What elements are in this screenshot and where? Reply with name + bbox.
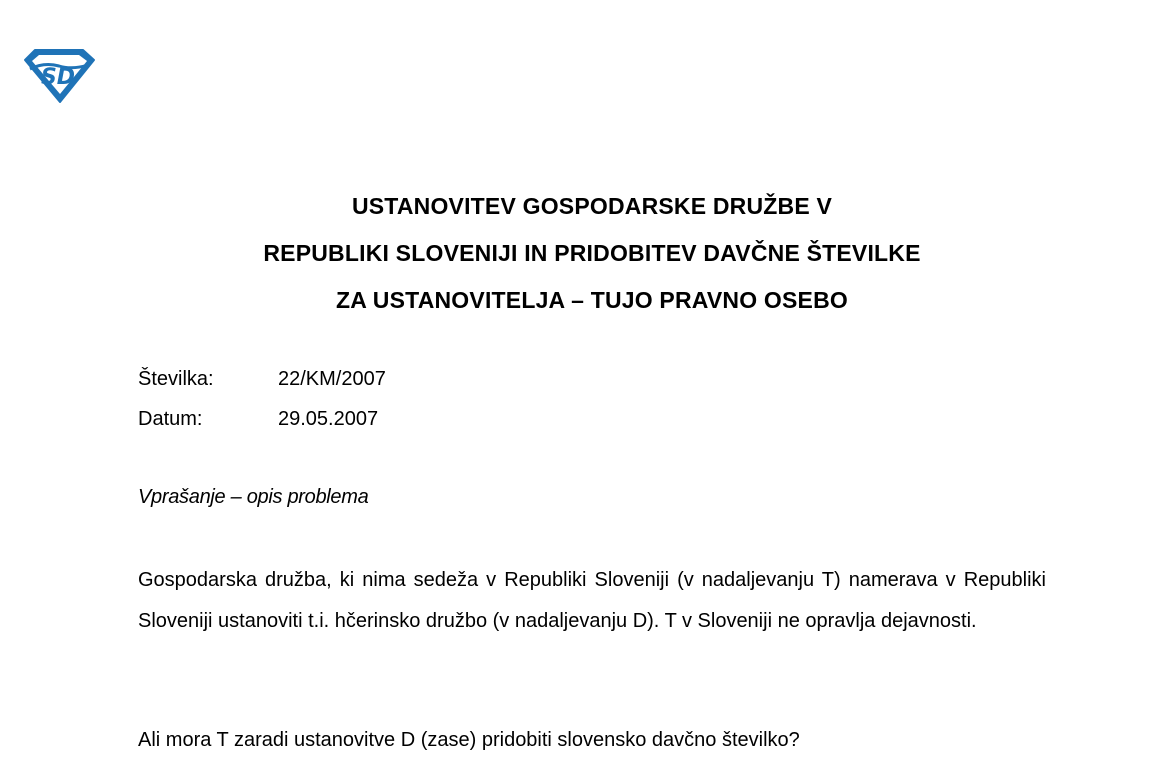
title-line-2: REPUBLIKI SLOVENIJI IN PRIDOBITEV DAVČNE ŠTEVILKE <box>263 240 921 266</box>
question-heading: Vprašanje – opis problema <box>138 486 369 508</box>
meta-row-number <box>138 365 386 405</box>
number-value: 22/KM/2007 <box>278 368 386 390</box>
document-title <box>0 183 1157 324</box>
company-logo <box>22 48 96 104</box>
date-label: Datum: <box>138 408 203 430</box>
sd-diamond-logo-icon <box>22 48 96 104</box>
number-label: Številka: <box>138 368 214 390</box>
paragraph-1: Gospodarska družba, ki nima sedeža v Republiki Sloveniji (v nadaljevanju T) namerava v Republiki Sloveniji ustanoviti t.i. hčerinsko družbo (v nadaljevanju D). T v Sloveniji ne opravlja dejavnosti. <box>138 569 1046 632</box>
title-line-3: ZA USTANOVITELJA – TUJO PRAVNO OSEBO <box>336 287 848 313</box>
date-value: 29.05.2007 <box>278 408 379 430</box>
paragraph-2: Ali mora T zaradi ustanovitve D (zase) pridobiti slovensko davčno številko? <box>138 729 800 751</box>
title-line-1: USTANOVITEV GOSPODARSKE DRUŽBE V <box>351 193 833 219</box>
meta-row-date <box>138 405 386 445</box>
svg-text:SD: SD <box>40 65 76 90</box>
document-meta <box>138 365 386 445</box>
